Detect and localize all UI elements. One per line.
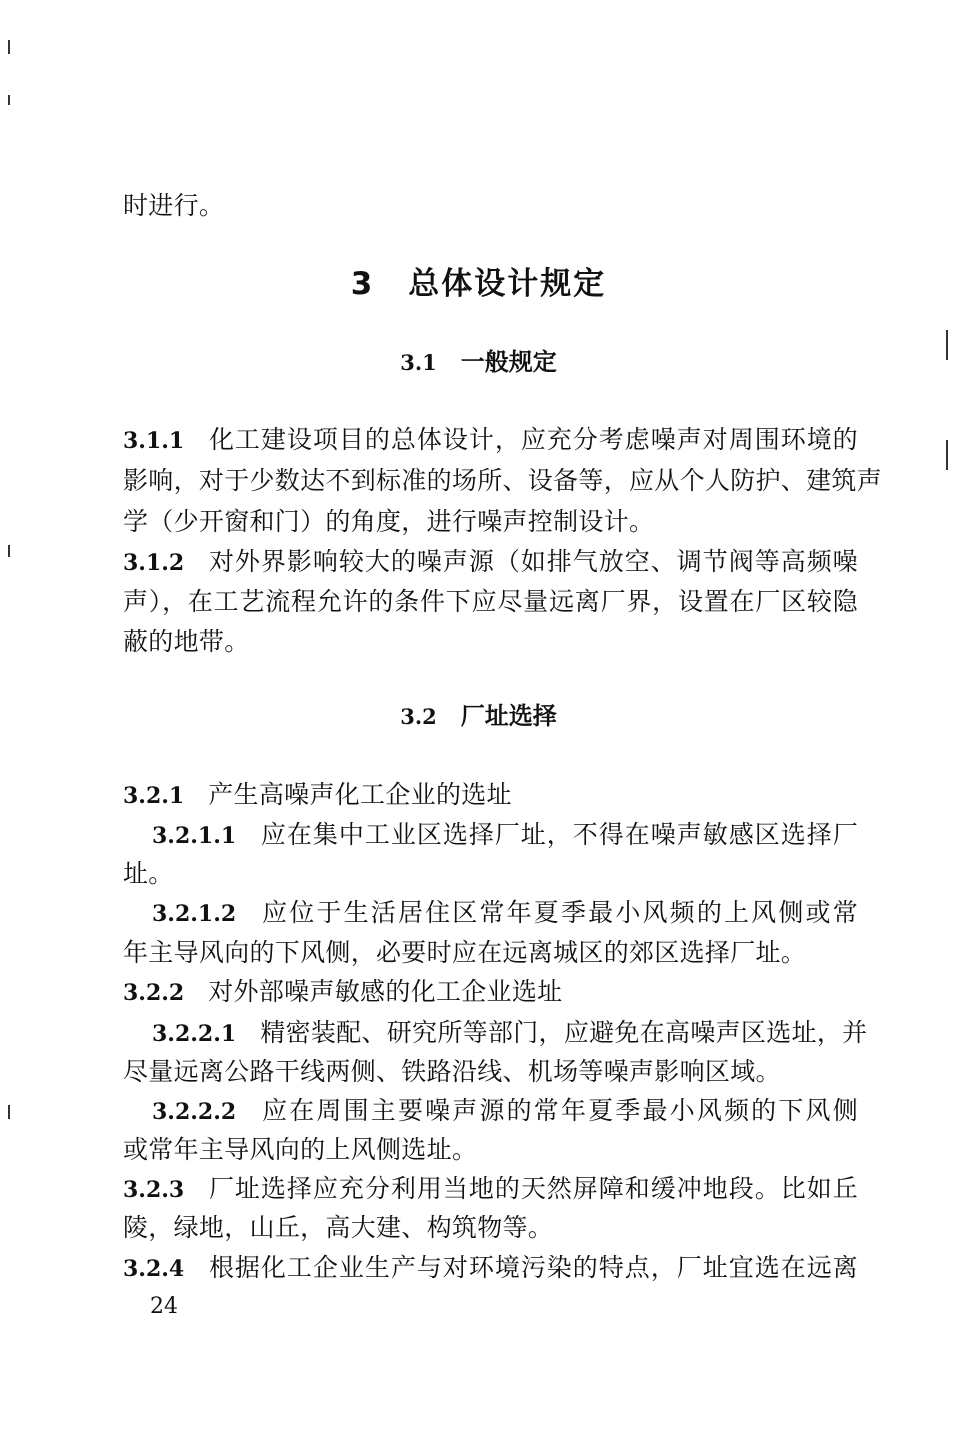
clause-3-1-2-line-3: 蔽的地带。 bbox=[123, 627, 250, 656]
clause-text: 精密装配、研究所等部门，应避免在高噪声区选址，并 bbox=[260, 1018, 868, 1047]
scan-mark bbox=[8, 40, 10, 54]
clause-3-2-1-2-line-2: 年主导风向的下风侧，必要时应在远离城区的郊区选择厂址。 bbox=[123, 938, 807, 967]
clause-3-2-3-line-1 bbox=[123, 1169, 858, 1210]
clause-3-2-2 bbox=[123, 972, 858, 1013]
clause-3-1-2-line-2: 声），在工艺流程允许的条件下应尽量远离厂界，设置在厂区较隐 bbox=[123, 587, 858, 616]
clause-3-2-1-2-line-1 bbox=[152, 893, 858, 934]
section-number: 3.2 bbox=[400, 704, 437, 729]
scan-mark bbox=[946, 440, 948, 470]
clause-3-2-1 bbox=[123, 775, 858, 816]
clause-number: 3.2.3 bbox=[123, 1177, 185, 1203]
clause-number: 3.2.2.2 bbox=[152, 1099, 237, 1125]
clause-number: 3.2.1.1 bbox=[152, 823, 237, 849]
clause-number: 3.2.1 bbox=[123, 783, 185, 809]
clause-3-2-4-line-1 bbox=[123, 1248, 858, 1289]
clause-text: 应在集中工业区选择厂址，不得在噪声敏感区选择厂 bbox=[260, 820, 858, 849]
clause-number: 3.1.2 bbox=[123, 550, 185, 576]
scan-mark bbox=[8, 1105, 10, 1119]
clause-3-2-1-1-line-1 bbox=[152, 815, 858, 856]
clause-3-2-2-1-line-1 bbox=[152, 1013, 868, 1054]
chapter-number: 3 bbox=[350, 266, 375, 302]
clause-number: 3.2.1.2 bbox=[152, 901, 237, 927]
clause-number: 3.1.1 bbox=[123, 428, 185, 454]
clause-number: 3.2.4 bbox=[123, 1256, 185, 1282]
clause-text: 厂址选择应充分利用当地的天然屏障和缓冲地段。比如丘 bbox=[208, 1174, 858, 1203]
clause-3-2-3-line-2: 陵，绿地，山丘，高大建、构筑物等。 bbox=[123, 1213, 554, 1242]
clause-number: 3.2.2.1 bbox=[152, 1021, 237, 1047]
page-number: 24 bbox=[150, 1294, 178, 1319]
clause-text: 产生高噪声化工企业的选址 bbox=[208, 780, 512, 809]
clause-3-1-2-line-1 bbox=[123, 542, 858, 583]
scan-mark bbox=[8, 545, 10, 557]
clause-text: 应在周围主要噪声源的常年夏季最小风频的下风侧 bbox=[260, 1096, 858, 1125]
clause-number: 3.2.2 bbox=[123, 980, 185, 1006]
clause-text: 应位于生活居住区常年夏季最小风频的上风侧或常 bbox=[260, 898, 858, 927]
clause-3-1-1-line-1 bbox=[123, 420, 858, 461]
continuation-text: 时进行。 bbox=[123, 191, 225, 220]
clause-3-1-1-line-3: 学（少开窗和门）的角度，进行噪声控制设计。 bbox=[123, 507, 655, 536]
chapter-heading bbox=[0, 262, 957, 306]
section-number: 3.1 bbox=[400, 350, 437, 375]
clause-3-2-2-1-line-2: 尽量远离公路干线两侧、铁路沿线、机场等噪声影响区域。 bbox=[123, 1057, 781, 1086]
section-heading-3-1 bbox=[0, 344, 957, 381]
clause-3-2-2-2-line-2: 或常年主导风向的上风侧选址。 bbox=[123, 1135, 478, 1164]
clause-3-2-1-1-line-2: 址。 bbox=[123, 859, 174, 888]
section-heading-3-2 bbox=[0, 698, 957, 735]
section-title: 厂址选择 bbox=[460, 702, 557, 730]
clause-text: 根据化工企业生产与对环境污染的特点，厂址宜选在远离 bbox=[208, 1253, 858, 1282]
clause-text: 对外界影响较大的噪声源（如排气放空、调节阀等高频噪 bbox=[208, 547, 858, 576]
scan-mark bbox=[8, 95, 10, 105]
section-title: 一般规定 bbox=[460, 348, 557, 376]
clause-3-1-1-line-2: 影响，对于少数达不到标准的场所、设备等，应从个人防护、建筑声 bbox=[123, 466, 883, 495]
clause-3-2-2-2-line-1 bbox=[152, 1091, 858, 1132]
clause-text: 对外部噪声敏感的化工企业选址 bbox=[208, 977, 563, 1006]
clause-text: 化工建设项目的总体设计，应充分考虑噪声对周围环境的 bbox=[208, 425, 858, 454]
chapter-title: 总体设计规定 bbox=[408, 266, 607, 302]
